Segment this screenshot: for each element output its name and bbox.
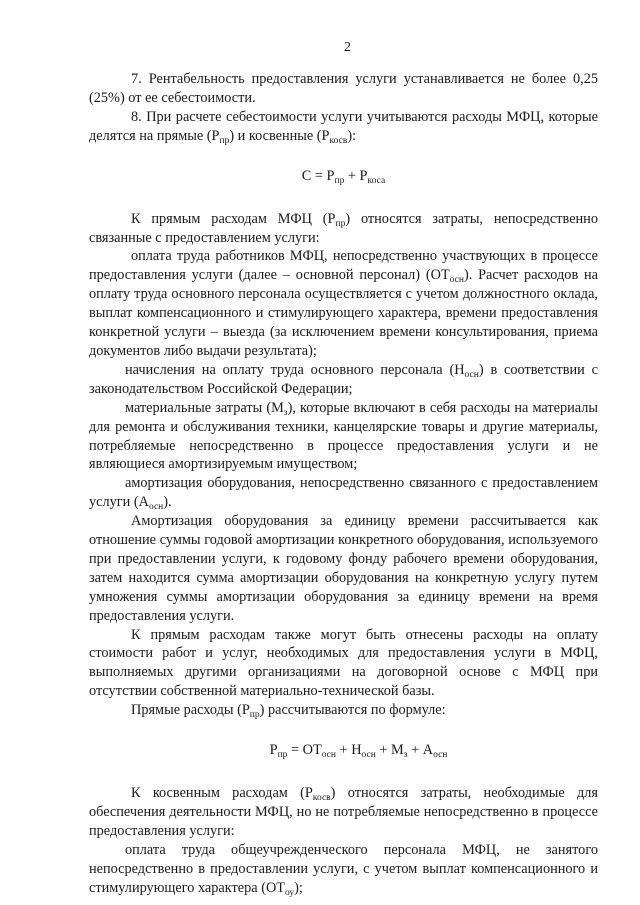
page-number: 2: [344, 40, 351, 55]
item-equipment-amortization: амортизация оборудования, непосредственно связанного с предоставлением услуги $(А_{осн})$.: [89, 475, 598, 513]
cost-formula: $С = Р_{пр} + Р_{коса}$: [301, 167, 386, 186]
amortization-calculation: Амортизация оборудования за единицу времени рассчитывается как отношение суммы годовой амортизации конкретного оборудования, используемого при предоставлении услуги, к годовому фонду рабочего времени оборудования, затем находится сумма амортизации оборудования на конкретную услугу путем умножения суммы амортизации оборудования за единицу времени на время предоставления услуги.: [89, 513, 598, 624]
item-staff-wage: оплата труда работников МФЦ, непосредственно участвующих в процессе предоставления услуги (далее – основной персонал) $(ОТ_{осн})$. Расчет расходов на оплату труда основного персонала осуществляется с учетом должностного оклада, выплат компенсационного и стимулирующего характера, времени предоставления конкретной услуги – выезда (за исключением времени консультирования, приема документов либо выдачи результата);: [89, 248, 598, 359]
indirect-costs-intro: К косвенным расходам $(Р_{косв})$ относятся затраты, необходимые для обеспечения деятельности МФЦ, но не потребляемые непосредственно в процессе предоставления услуги:: [89, 785, 598, 839]
item-wage-accruals: начисления на оплату труда основного персонала $(Н_{осн})$ в соответствии с законодательством Российской Федерации;: [89, 361, 598, 397]
item-general-staff-wage: оплата труда общеучрежденческого персонала МФЦ, не занятого непосредственно в предоставлении услуги, с учетом выплат компенсационного и стимулирующего характера $(ОТ_{оу})$;: [89, 841, 598, 898]
item-material-costs: материальные затраты $(М_з)$, которые включают в себя расходы на материалы для ремонта и обслуживания техники, канцелярские товары и другие материалы, потребляемые непосредственно в процессе предоставления услуги и не являющиеся амортизируемым имуществом;: [89, 399, 598, 473]
direct-costs-intro: К прямым расходам МФЦ $(Р_{пр})$ относятся затраты, непосредственно связанные с предоставлением услуги:: [89, 210, 598, 246]
direct-costs-formula: $Р_{пр} = ОТ_{осн} + Н_{осн} + М_з + А_{осн}$: [269, 742, 448, 761]
direct-formula-intro: Прямые расходы $(Р_{пр})$ рассчитываются по формуле:: [131, 702, 446, 721]
direct-costs-other: К прямым расходам также могут быть отнесены расходы на оплату стоимости работ и услуг, необходимых для предоставления услуги в МФЦ, выполняемых другими организациями на договорной основе с МФЦ при отсутствии собственной материально-технической базы.: [89, 626, 598, 700]
paragraph-8: 8. При расчете себестоимости услуги учитываются расходы МФЦ, которые делятся на прямые $(Р_{пр})$ и косвенные $(Р_{косв})$:: [89, 108, 598, 146]
paragraph-7: 7. Рентабельность предоставления услуги устанавливается не более 0,25 (25%) от ее себестоимости.: [89, 71, 598, 106]
